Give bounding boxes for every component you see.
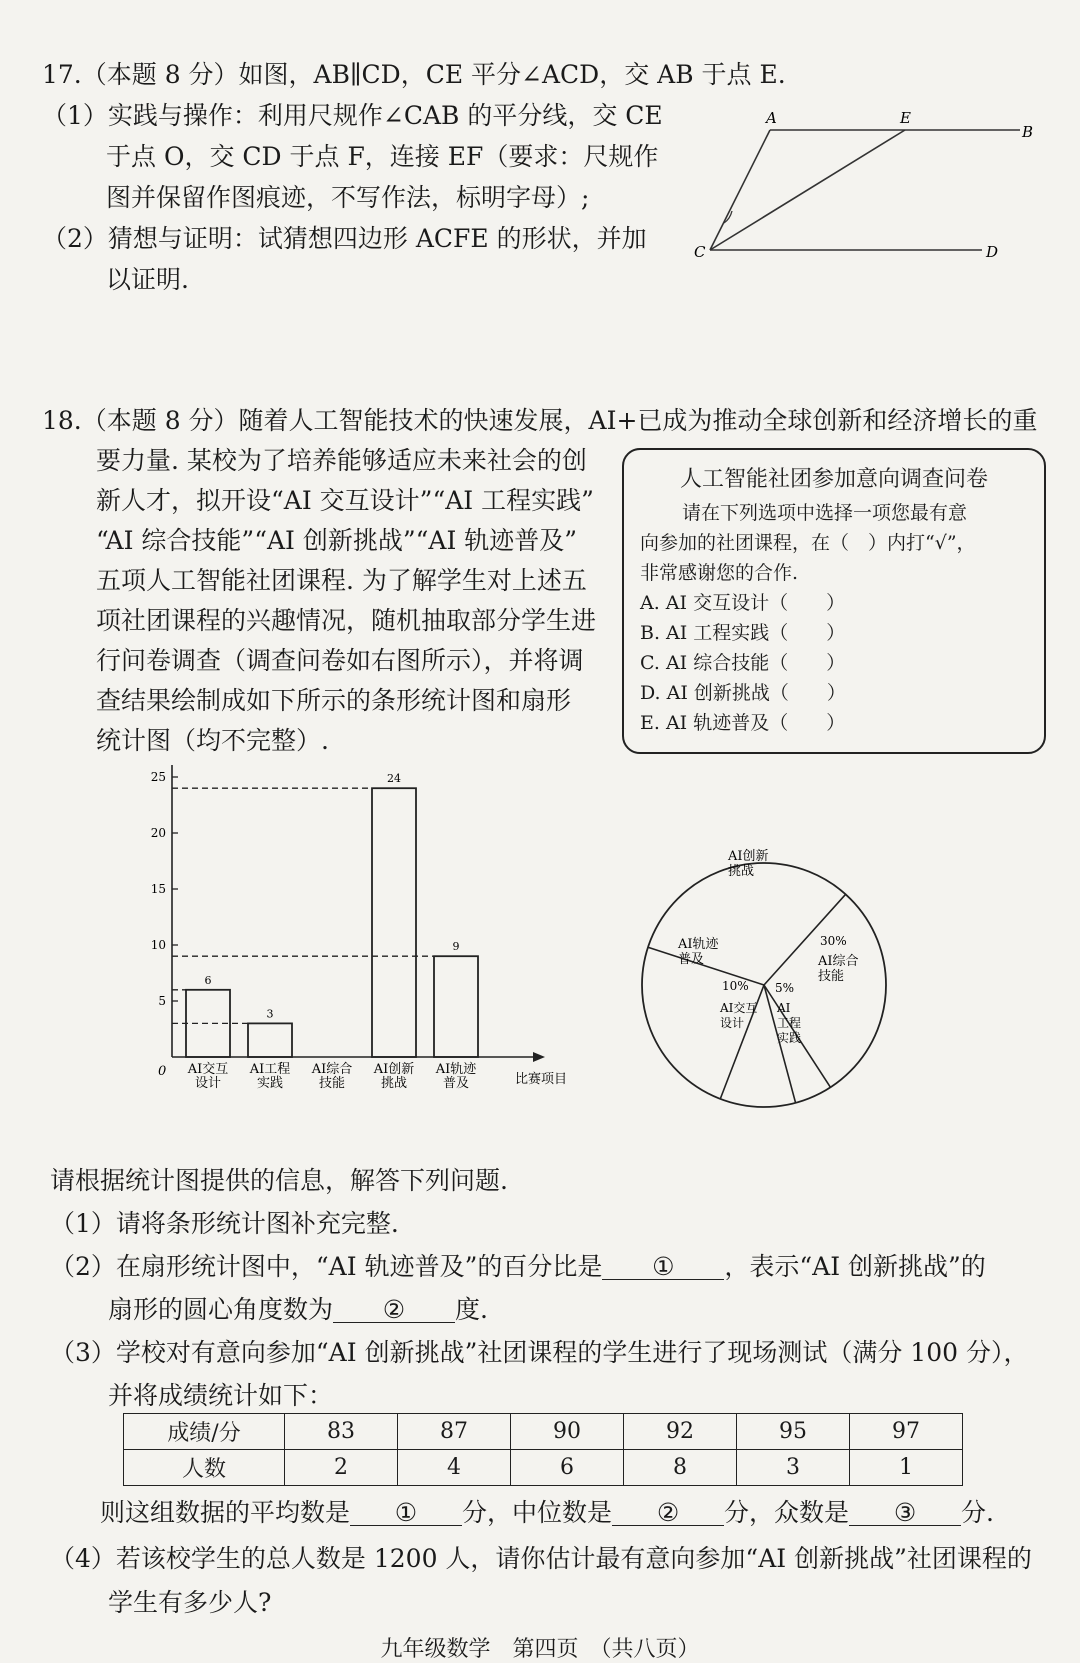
x-tick-label: 实践 [256, 1076, 284, 1091]
pie-slice-label: 普及 [678, 952, 705, 967]
q18-part2-text-a: （2）在扇形统计图中，“AI 轨迹普及”的百分比是 [50, 1252, 603, 1281]
answer-blank-3-3[interactable]: ③ [849, 1500, 961, 1526]
q18-part4-line1: （4）若该校学生的总人数是 1200 人，请你估计最有意向参加“AI 创新挑战”社团课程的 [50, 1544, 1032, 1573]
survey-instr-1: 请在下列选项中选择一项您最有意 [682, 502, 968, 524]
score-cell: 92 [624, 1414, 737, 1450]
pie-slice-label: AI综合 [818, 954, 859, 969]
survey-option-d: D. AI 创新挑战（ ） [640, 682, 846, 704]
q18-part2-line1 [50, 1254, 986, 1280]
q18-intro-3: “AI 综合技能”“AI 创新挑战”“AI 轨迹普及” [96, 526, 578, 555]
q18-intro-7: 查结果绘制成如下所示的条形统计图和扇形 [96, 686, 572, 715]
q18-intro-6: 行问卷调查（调查问卷如右图所示），并将调 [96, 646, 584, 675]
y-tick-label: 5 [158, 994, 166, 1008]
pie-percent-label: 5% [775, 981, 795, 995]
count-cell: 6 [511, 1450, 624, 1486]
bar-chart [150, 765, 620, 1155]
q18-part3-line3 [100, 1500, 994, 1526]
q18-part3-line2: 并将成绩统计如下： [108, 1381, 334, 1410]
score-cell: 83 [285, 1414, 398, 1450]
survey-option-c: C. AI 综合技能（ ） [640, 652, 846, 674]
pie-slice-label: AI交互 [720, 1001, 758, 1015]
bar [372, 788, 416, 1057]
q18-intro-4: 五项人工智能社团课程. 为了解学生对上述五 [96, 566, 587, 595]
count-cell: 4 [398, 1450, 511, 1486]
pie-percent-label: 30% [820, 934, 847, 948]
survey-instr-2: 向参加的社团课程，在（ ）内打“√”， [640, 532, 976, 554]
q18-prompt: 请根据统计图提供的信息，解答下列问题. [50, 1166, 508, 1195]
x-axis-label: 比赛项目 [515, 1072, 568, 1087]
q18-part1: （1）请将条形统计图补充完整. [50, 1209, 399, 1238]
survey-title: 人工智能社团参加意向调查问卷 [679, 467, 988, 492]
score-cell: 95 [737, 1414, 850, 1450]
x-axis-arrow [533, 1052, 545, 1062]
bar [434, 956, 478, 1057]
pie-slice-label: 技能 [818, 969, 845, 984]
q17-part1-line2: 于点 O，交 CD 于点 F，连接 EF（要求：尺规作 [106, 142, 659, 171]
y-tick-label: 15 [150, 882, 166, 896]
q18-intro-8: 统计图（均不完整）. [96, 726, 329, 755]
q18-part2-text-d: 度. [455, 1295, 488, 1324]
pie-slice-label: AI [777, 1001, 791, 1015]
pie-slice-label: AI轨迹 [678, 937, 719, 952]
count-row-label: 人数 [124, 1450, 285, 1486]
q18-part3-text-f: 分. [961, 1498, 994, 1527]
label-c: C [694, 243, 706, 261]
answer-blank-3-2[interactable]: ② [612, 1500, 724, 1526]
answer-blank-2-1[interactable]: ① [602, 1254, 724, 1280]
count-row [124, 1450, 963, 1486]
count-cell: 1 [850, 1450, 963, 1486]
pie-chart [640, 840, 910, 1110]
bar-value-label: 6 [204, 973, 212, 987]
answer-blank-2-2[interactable]: ② [333, 1297, 455, 1323]
origin-label: 0 [158, 1064, 167, 1079]
y-tick-label: 20 [150, 826, 166, 840]
q18-part2-text-b: ，表示“AI 创新挑战”的 [724, 1252, 986, 1281]
survey-instr-3: 非常感谢您的合作. [640, 562, 799, 584]
count-cell: 2 [285, 1450, 398, 1486]
bar-value-label: 3 [266, 1007, 274, 1021]
bar-value-label: 9 [452, 940, 460, 954]
page-footer: 九年级数学 第四页 （共八页） [380, 1637, 700, 1662]
q18-intro-2: 新人才，拟开设“AI 交互设计”“AI 工程实践” [96, 486, 594, 515]
x-tick-label: 设计 [194, 1076, 222, 1091]
label-e: E [900, 109, 911, 127]
q18-part3-text-d: 分，中位数是 [462, 1498, 613, 1527]
survey-option-e: E. AI 轨迹普及（ ） [640, 712, 846, 734]
x-tick-label: AI交互 [187, 1062, 229, 1077]
x-tick-label: AI工程 [249, 1062, 291, 1077]
q18-intro-1: 要力量. 某校为了培养能够适应未来社会的创 [96, 446, 587, 475]
q17-part2-line2: 以证明. [106, 265, 189, 294]
q18-part3-line1: （3）学校对有意向参加“AI 创新挑战”社团课程的学生进行了现场测试（满分 100 分）， [50, 1338, 1029, 1367]
q18-part4-line2: 学生有多少人? [108, 1588, 272, 1617]
y-tick-label: 10 [150, 938, 166, 952]
score-cell: 90 [511, 1414, 624, 1450]
q17-geometry-figure [680, 105, 1060, 265]
q18-part3-text-e: 分，众数是 [724, 1498, 850, 1527]
bar-value-label: 24 [387, 772, 401, 786]
bar [248, 1023, 292, 1057]
score-table [123, 1413, 963, 1486]
x-tick-label: AI创新 [373, 1062, 415, 1077]
survey-option-b: B. AI 工程实践（ ） [640, 622, 846, 644]
q17-title: 17.（本题 8 分）如图，AB∥CD，CE 平分∠ACD，交 AB 于点 E. [42, 60, 786, 89]
q18-part3-text-c: 则这组数据的平均数是 [100, 1498, 351, 1527]
x-tick-label: 普及 [442, 1076, 470, 1091]
x-tick-label: 技能 [318, 1076, 346, 1091]
q18-intro-5: 项社团课程的兴趣情况，随机抽取部分学生进 [96, 606, 597, 635]
x-tick-label: AI轨迹 [435, 1062, 477, 1077]
q18-part2-text-c: 扇形的圆心角度数为 [108, 1295, 334, 1324]
answer-blank-3-1[interactable]: ① [350, 1500, 462, 1526]
label-b: B [1022, 123, 1034, 141]
y-tick-label: 25 [150, 770, 166, 784]
q17-part2-line1: （2）猜想与证明：试猜想四边形 ACFE 的形状，并加 [42, 224, 647, 253]
score-cell: 97 [850, 1414, 963, 1450]
label-a: A [766, 109, 777, 127]
score-row-label: 成绩/分 [124, 1414, 285, 1450]
pie-slice-label: 设计 [720, 1016, 745, 1030]
score-cell: 87 [398, 1414, 511, 1450]
q17-part1-line3: 图并保留作图痕迹，不写作法，标明字母）; [106, 183, 590, 212]
q17-part1-line1: （1）实践与操作：利用尺规作∠CAB 的平分线，交 CE [42, 101, 663, 130]
score-row [124, 1414, 963, 1450]
survey-option-a: A. AI 交互设计（ ） [640, 592, 846, 614]
q18-title: 18.（本题 8 分）随着人工智能技术的快速发展，AI+已成为推动全球创新和经济增长的重 [42, 406, 1038, 435]
count-cell: 3 [737, 1450, 850, 1486]
label-d: D [986, 243, 999, 261]
pie-slice-label: 实践 [777, 1031, 802, 1045]
x-tick-label: 挑战 [380, 1076, 408, 1091]
x-tick-label: AI综合 [311, 1062, 353, 1077]
pie-slice-label: 挑战 [728, 864, 755, 879]
pie-slice-label: AI创新 [728, 849, 769, 864]
survey-box [622, 448, 1046, 754]
pie-slice-label: 工程 [777, 1016, 802, 1030]
pie-percent-label: 10% [722, 979, 749, 993]
q18-part2-line2 [108, 1297, 488, 1323]
count-cell: 8 [624, 1450, 737, 1486]
